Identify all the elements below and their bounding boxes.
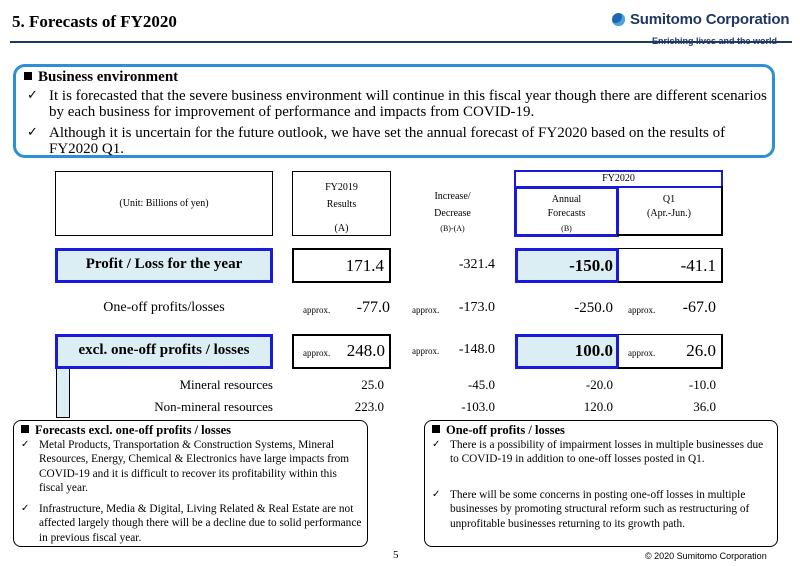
approx-label: approx. xyxy=(628,348,656,358)
fy2020-label: FY2020 xyxy=(602,173,635,184)
excl-fy2019-value: 248.0 xyxy=(346,341,385,360)
page-title: 5. Forecasts of FY2020 xyxy=(12,12,177,31)
nonmineral-row-label: Non-mineral resources xyxy=(154,399,273,414)
company-logo-name: Sumitomo Corporation xyxy=(630,11,790,28)
mineral-annual-value: -20.0 xyxy=(585,377,613,392)
profit-change-value: -321.4 xyxy=(458,257,495,272)
company-tagline: Enriching lives and the world xyxy=(652,36,778,46)
b-minus-a-label: (B)-(A) xyxy=(440,224,465,233)
forecasts-bullet: ✓ Metal Products, Transportation & Construction Systems, Mineral Resources, Energy, Chemical & Electronics have large impacts from COVID-19 and it is difficult to recover its profitability within this fiscal year. xyxy=(21,439,350,494)
excl-annual-value: 100.0 xyxy=(574,341,613,360)
square-bullet-icon xyxy=(432,425,440,433)
profit-q1-value: -41.1 xyxy=(680,256,716,275)
approx-label: approx. xyxy=(628,305,656,315)
check-icon: ✓ xyxy=(21,503,30,514)
column-b-label: (B) xyxy=(561,224,572,233)
mineral-row-label: Mineral resources xyxy=(179,377,273,392)
increase-label: Increase/ xyxy=(434,191,471,202)
forecasts-excl-heading: Forecasts excl. one-off profits / losses xyxy=(21,423,231,438)
oneoff-annual-value: -250.0 xyxy=(574,300,613,316)
copyright: © 2020 Sumitomo Corporation xyxy=(645,551,767,561)
square-bullet-icon xyxy=(21,425,29,433)
decrease-label: Decrease xyxy=(434,208,471,219)
annual-label: Annual xyxy=(551,194,582,205)
approx-label: approx. xyxy=(303,348,331,358)
oneoff-bullet: ✓ There will be some concerns in posting one-off losses in multiple businesses by promoting structural reform such as restructuring of unprofitable businesses returning to its growth path. xyxy=(432,489,750,530)
approx-label: approx. xyxy=(412,346,440,356)
page-number: 5 xyxy=(393,549,399,561)
check-icon: ✓ xyxy=(432,439,441,450)
nonmineral-q1-value: 36.0 xyxy=(693,399,716,414)
oneoff-q1-value: -67.0 xyxy=(682,299,716,316)
oneoff-fy2019-value: -77.0 xyxy=(356,299,390,316)
excl-q1-value: 26.0 xyxy=(686,341,716,360)
oneoff-box-heading: One-off profits / losses xyxy=(432,423,565,438)
sumitomo-logo-icon xyxy=(612,13,625,26)
check-icon: ✓ xyxy=(27,125,38,140)
environment-bullet: ✓ Although it is uncertain for the future outlook, we have set the annual forecast of FY2020 based on the results of FY2020 Q1. xyxy=(27,125,726,157)
oneoff-change-value: -173.0 xyxy=(458,300,495,315)
oneoff-row-label: One-off profits/losses xyxy=(103,300,225,315)
profit-fy2019-value: 171.4 xyxy=(345,256,384,275)
results-label: Results xyxy=(326,199,357,210)
column-a-label: (A) xyxy=(334,223,349,234)
fy2019-label: FY2019 xyxy=(325,182,358,193)
nonmineral-annual-value: 120.0 xyxy=(583,399,613,414)
nonmineral-fy2019-value: 223.0 xyxy=(354,399,384,414)
approx-label: approx. xyxy=(303,305,331,315)
mineral-fy2019-value: 25.0 xyxy=(361,377,384,392)
mineral-q1-value: -10.0 xyxy=(688,377,716,392)
excl-row-label: excl. one-off profits / losses xyxy=(78,342,250,358)
business-environment-heading: Business environment xyxy=(24,69,178,86)
square-bullet-icon xyxy=(24,72,32,80)
q1-label: Q1 xyxy=(662,194,676,205)
nonmineral-change-value: -103.0 xyxy=(461,399,495,414)
check-icon: ✓ xyxy=(432,489,441,500)
mineral-change-value: -45.0 xyxy=(467,377,495,392)
forecasts-label: Forecasts xyxy=(547,208,586,219)
environment-bullet: ✓ It is forecasted that the severe business environment will continue in this fiscal year though there are different scenarios by each business for improvement of performance and impacts from COVID-19. xyxy=(27,88,767,120)
excl-change-value: -148.0 xyxy=(458,342,495,357)
profit-annual-value: -150.0 xyxy=(569,256,613,275)
check-icon: ✓ xyxy=(27,88,38,103)
oneoff-bullet: ✓ There is a possibility of impairment losses in multiple businesses due to COVID-19 in addition to one-off losses posted in Q1. xyxy=(432,439,764,466)
approx-label: approx. xyxy=(412,305,440,315)
check-icon: ✓ xyxy=(21,439,30,450)
forecasts-bullet: ✓ Infrastructure, Media & Digital, Living Related & Real Estate are not affected largely though there will be a decline due to solid performance in previous fiscal year. xyxy=(21,503,362,544)
unit-label: (Unit: Billions of yen) xyxy=(119,198,209,209)
profit-row-label: Profit / Loss for the year xyxy=(85,256,243,272)
q1-period-label: (Apr.-Jun.) xyxy=(647,208,691,219)
